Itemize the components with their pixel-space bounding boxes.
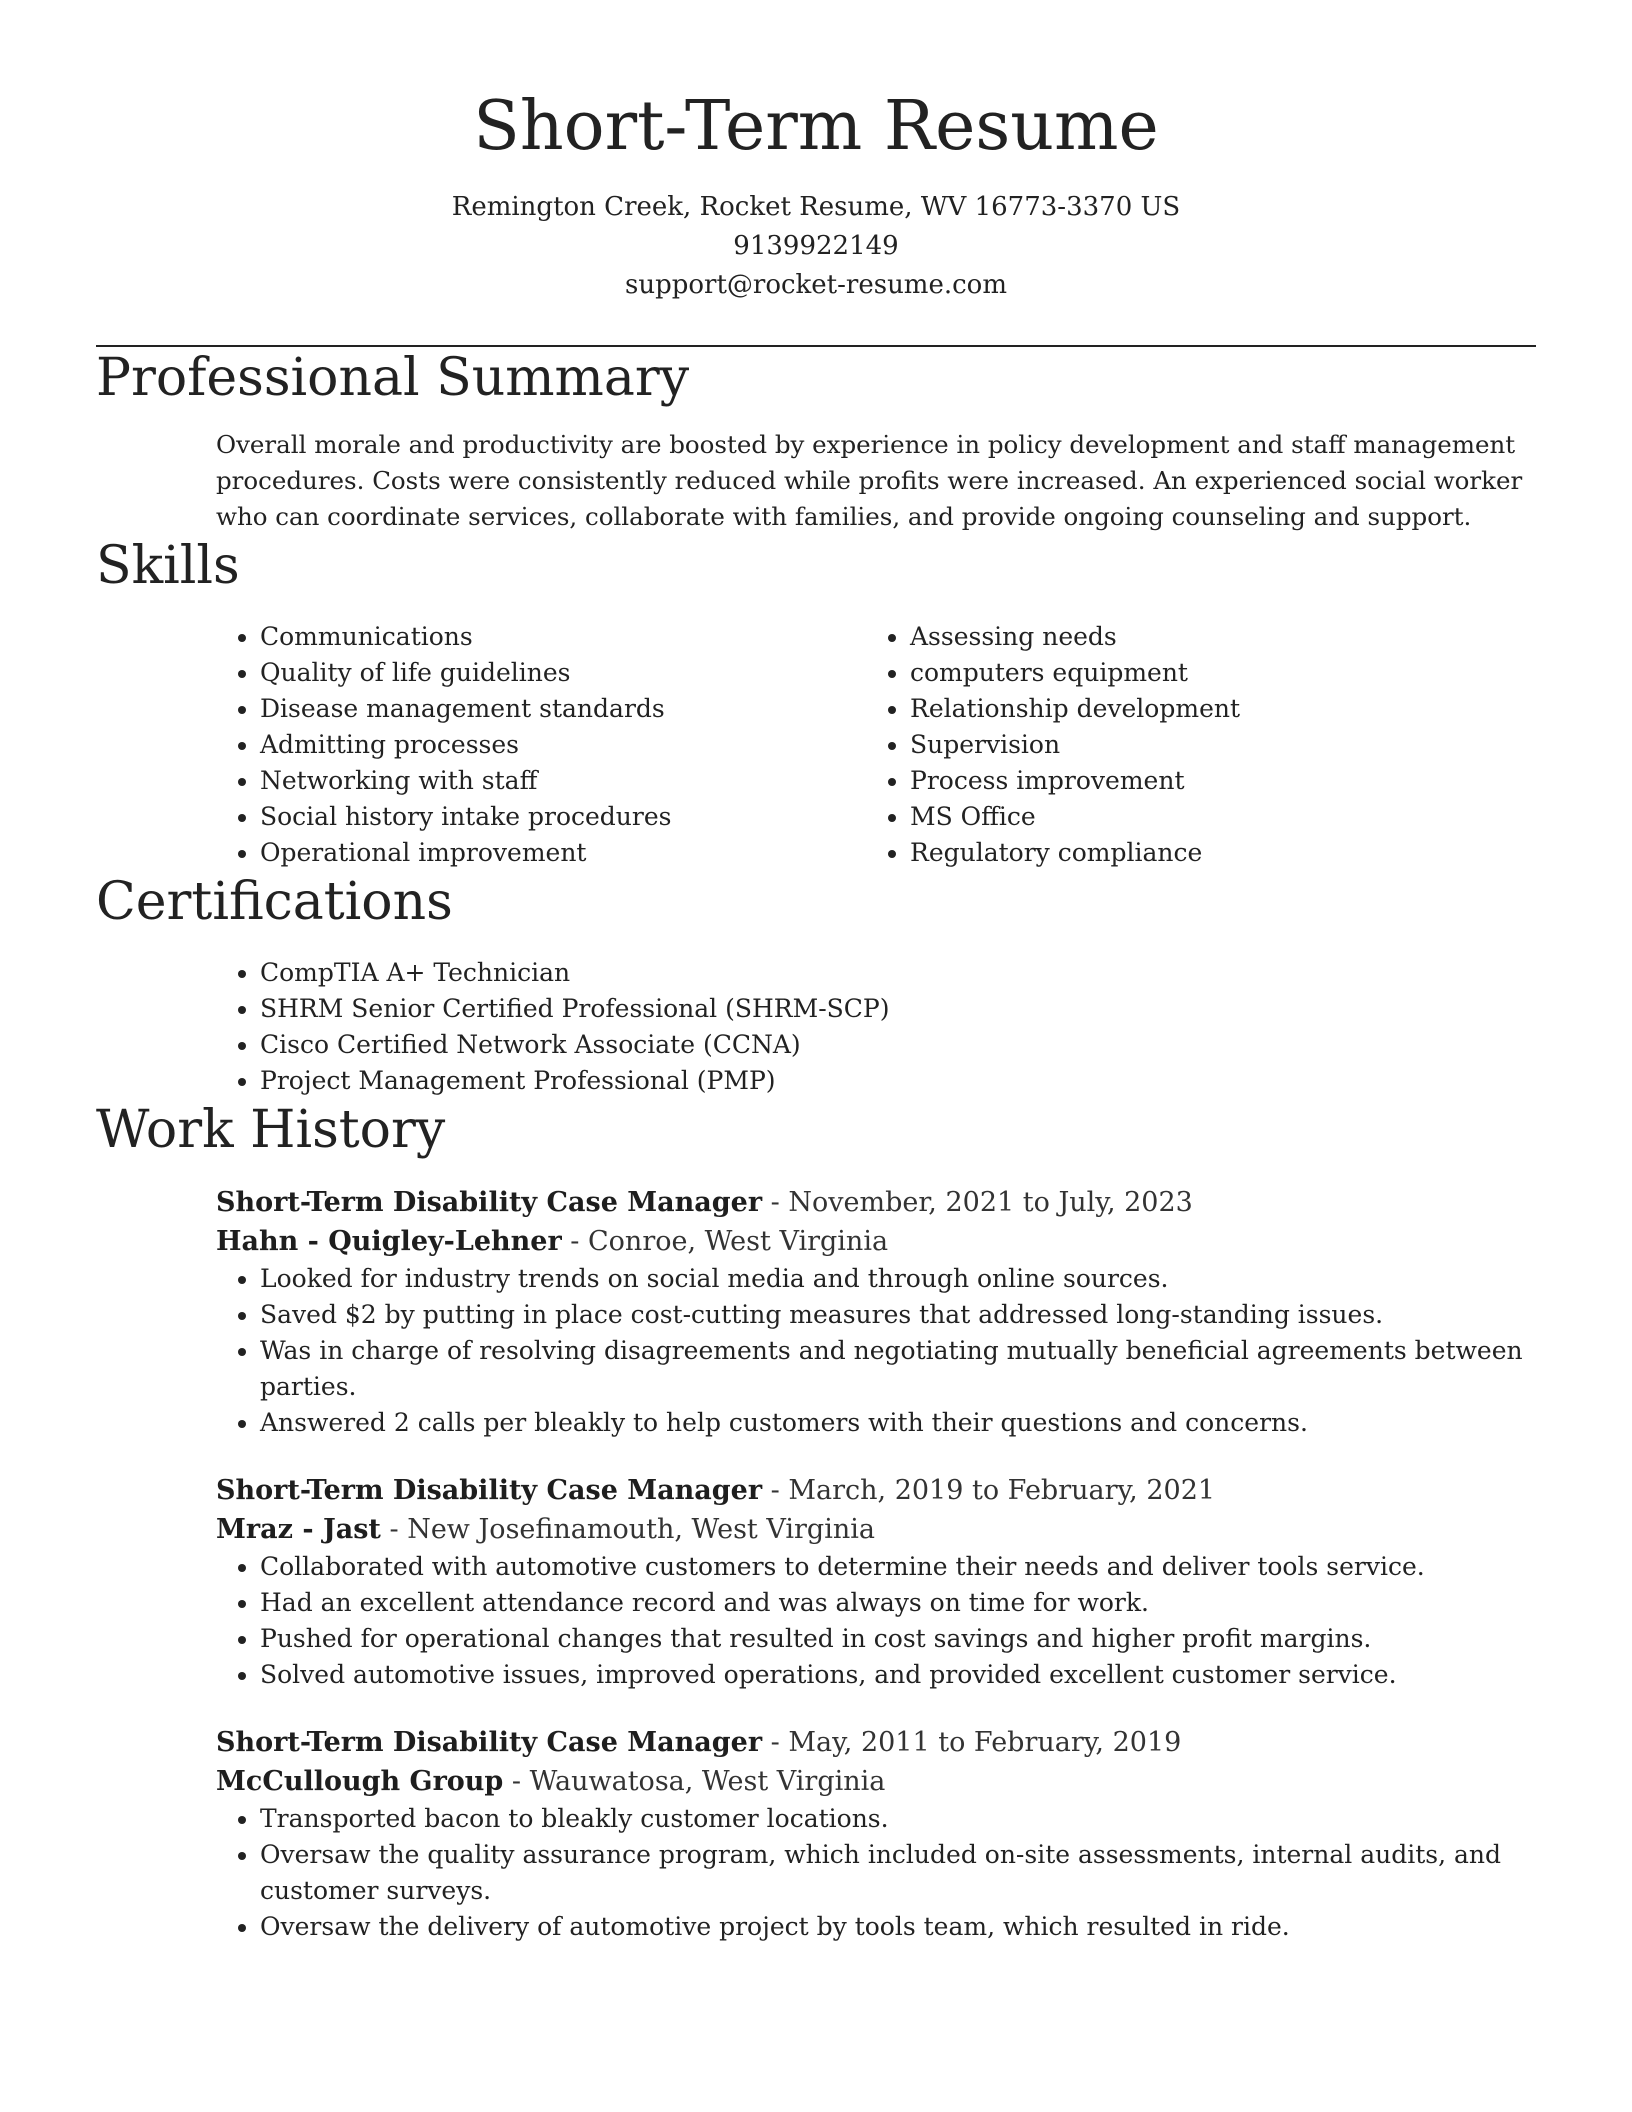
skill-item: • Disease management standards [260,691,866,727]
certification-item: • Project Management Professional (PMP) [260,1063,1536,1099]
contact-block [96,188,1536,305]
candidate-name: Short-Term Resume [473,87,1159,166]
certifications-section [96,871,1536,1099]
job-bullet: • Was in charge of resolving disagreements and negotiating mutually beneficial agreements between parties. [260,1333,1536,1405]
job-title-line: Short-Term Disability Case Manager - May, 2011 to February, 2019 [216,1727,1182,1758]
job-entry [216,1723,1536,1945]
section-title-certifications: Certifications [96,872,453,932]
skill-item: • Social history intake procedures [260,799,866,835]
job-bullet: • Pushed for operational changes that resulted in cost savings and higher profit margins. [260,1621,1536,1657]
job-title-line: Short-Term Disability Case Manager - November, 2021 to July, 2023 [216,1187,1193,1218]
section-title-work-history: Work History [96,1100,446,1160]
contact-email: support@rocket-resume.com [624,270,1007,300]
skill-item: • Process improvement [910,763,1516,799]
skill-item: • Relationship development [910,691,1516,727]
skill-item: • Supervision [910,727,1516,763]
job-company-line: Hahn - Quigley-Lehner - Conroe, West Virginia [216,1226,889,1257]
job-location: Wauwatosa, West Virginia [529,1766,886,1797]
job-bullet: • Oversaw the delivery of automotive project by tools team, which resulted in ride. [260,1909,1536,1945]
skills-grid [216,619,1536,871]
skills-section [96,535,1536,871]
job-bullet-list [216,1261,1536,1441]
skill-item: • Communications [260,619,866,655]
job-role: Short-Term Disability Case Manager [216,1187,763,1218]
job-dates: March, 2019 to February, 2021 [788,1475,1216,1506]
resume-page [96,0,1536,1945]
job-bullet: • Collaborated with automotive customers to determine their needs and deliver tools service. [260,1549,1536,1585]
section-title-skills: Skills [96,536,240,596]
job-bullet: • Answered 2 calls per bleakly to help customers with their questions and concerns. [260,1405,1536,1441]
job-company-line: McCullough Group - Wauwatosa, West Virginia [216,1766,886,1797]
certification-item: • CompTIA A+ Technician [260,955,1536,991]
job-bullet: • Transported bacon to bleakly customer locations. [260,1801,1536,1837]
work-history-section [96,1099,1536,1945]
skill-item: • Assessing needs [910,619,1516,655]
skill-item: • MS Office [910,799,1516,835]
summary-text: Overall morale and productivity are boosted by experience in policy development and staff management procedures. Costs were consistently reduced while profits were increased. An experienced social worker who can coordinate services, collaborate with families, and provide ongoing counseling and support. [216,430,1523,531]
professional-summary-section [96,347,1536,535]
job-company: Hahn - Quigley-Lehner [216,1226,562,1257]
certification-item: • Cisco Certified Network Associate (CCNA) [260,1027,1536,1063]
skills-column-left [216,619,866,871]
skill-item: • Admitting processes [260,727,866,763]
job-dates: November, 2021 to July, 2023 [788,1187,1193,1218]
job-role: Short-Term Disability Case Manager [216,1727,763,1758]
job-bullet-list [216,1801,1536,1945]
skill-item: • Networking with staff [260,763,866,799]
certification-item: • SHRM Senior Certified Professional (SHRM-SCP) [260,991,1536,1027]
job-bullet: • Oversaw the quality assurance program, which included on-site assessments, internal audits, and customer surveys. [260,1837,1536,1909]
certifications-list [216,955,1536,1099]
skills-column-right [866,619,1516,871]
job-bullet: • Had an excellent attendance record and was always on time for work. [260,1585,1536,1621]
job-location: Conroe, West Virginia [588,1226,889,1257]
job-bullet: • Looked for industry trends on social media and through online sources. [260,1261,1536,1297]
skill-item: • Regulatory compliance [910,835,1516,871]
job-bullet: • Solved automotive issues, improved operations, and provided excellent customer service. [260,1657,1536,1693]
job-bullet: • Saved $2 by putting in place cost-cutting measures that addressed long-standing issues. [260,1297,1536,1333]
job-company-line: Mraz - Jast - New Josefinamouth, West Virginia [216,1514,875,1545]
job-company: Mraz - Jast [216,1514,381,1545]
skill-item: • computers equipment [910,655,1516,691]
skill-item: • Operational improvement [260,835,866,871]
resume-header [96,0,1536,305]
job-location: New Josefinamouth, West Virginia [407,1514,875,1545]
job-bullet-list [216,1549,1536,1693]
job-company: McCullough Group [216,1766,504,1797]
skill-item: • Quality of life guidelines [260,655,866,691]
job-role: Short-Term Disability Case Manager [216,1475,763,1506]
job-dates: May, 2011 to February, 2019 [788,1727,1182,1758]
contact-address: Remington Creek, Rocket Resume, WV 16773-3370 US [451,192,1181,222]
job-title-line: Short-Term Disability Case Manager - March, 2019 to February, 2021 [216,1475,1216,1506]
contact-phone: 9139922149 [733,231,899,261]
section-title-summary: Professional Summary [96,348,690,408]
job-entry [216,1183,1536,1441]
job-entry [216,1471,1536,1693]
